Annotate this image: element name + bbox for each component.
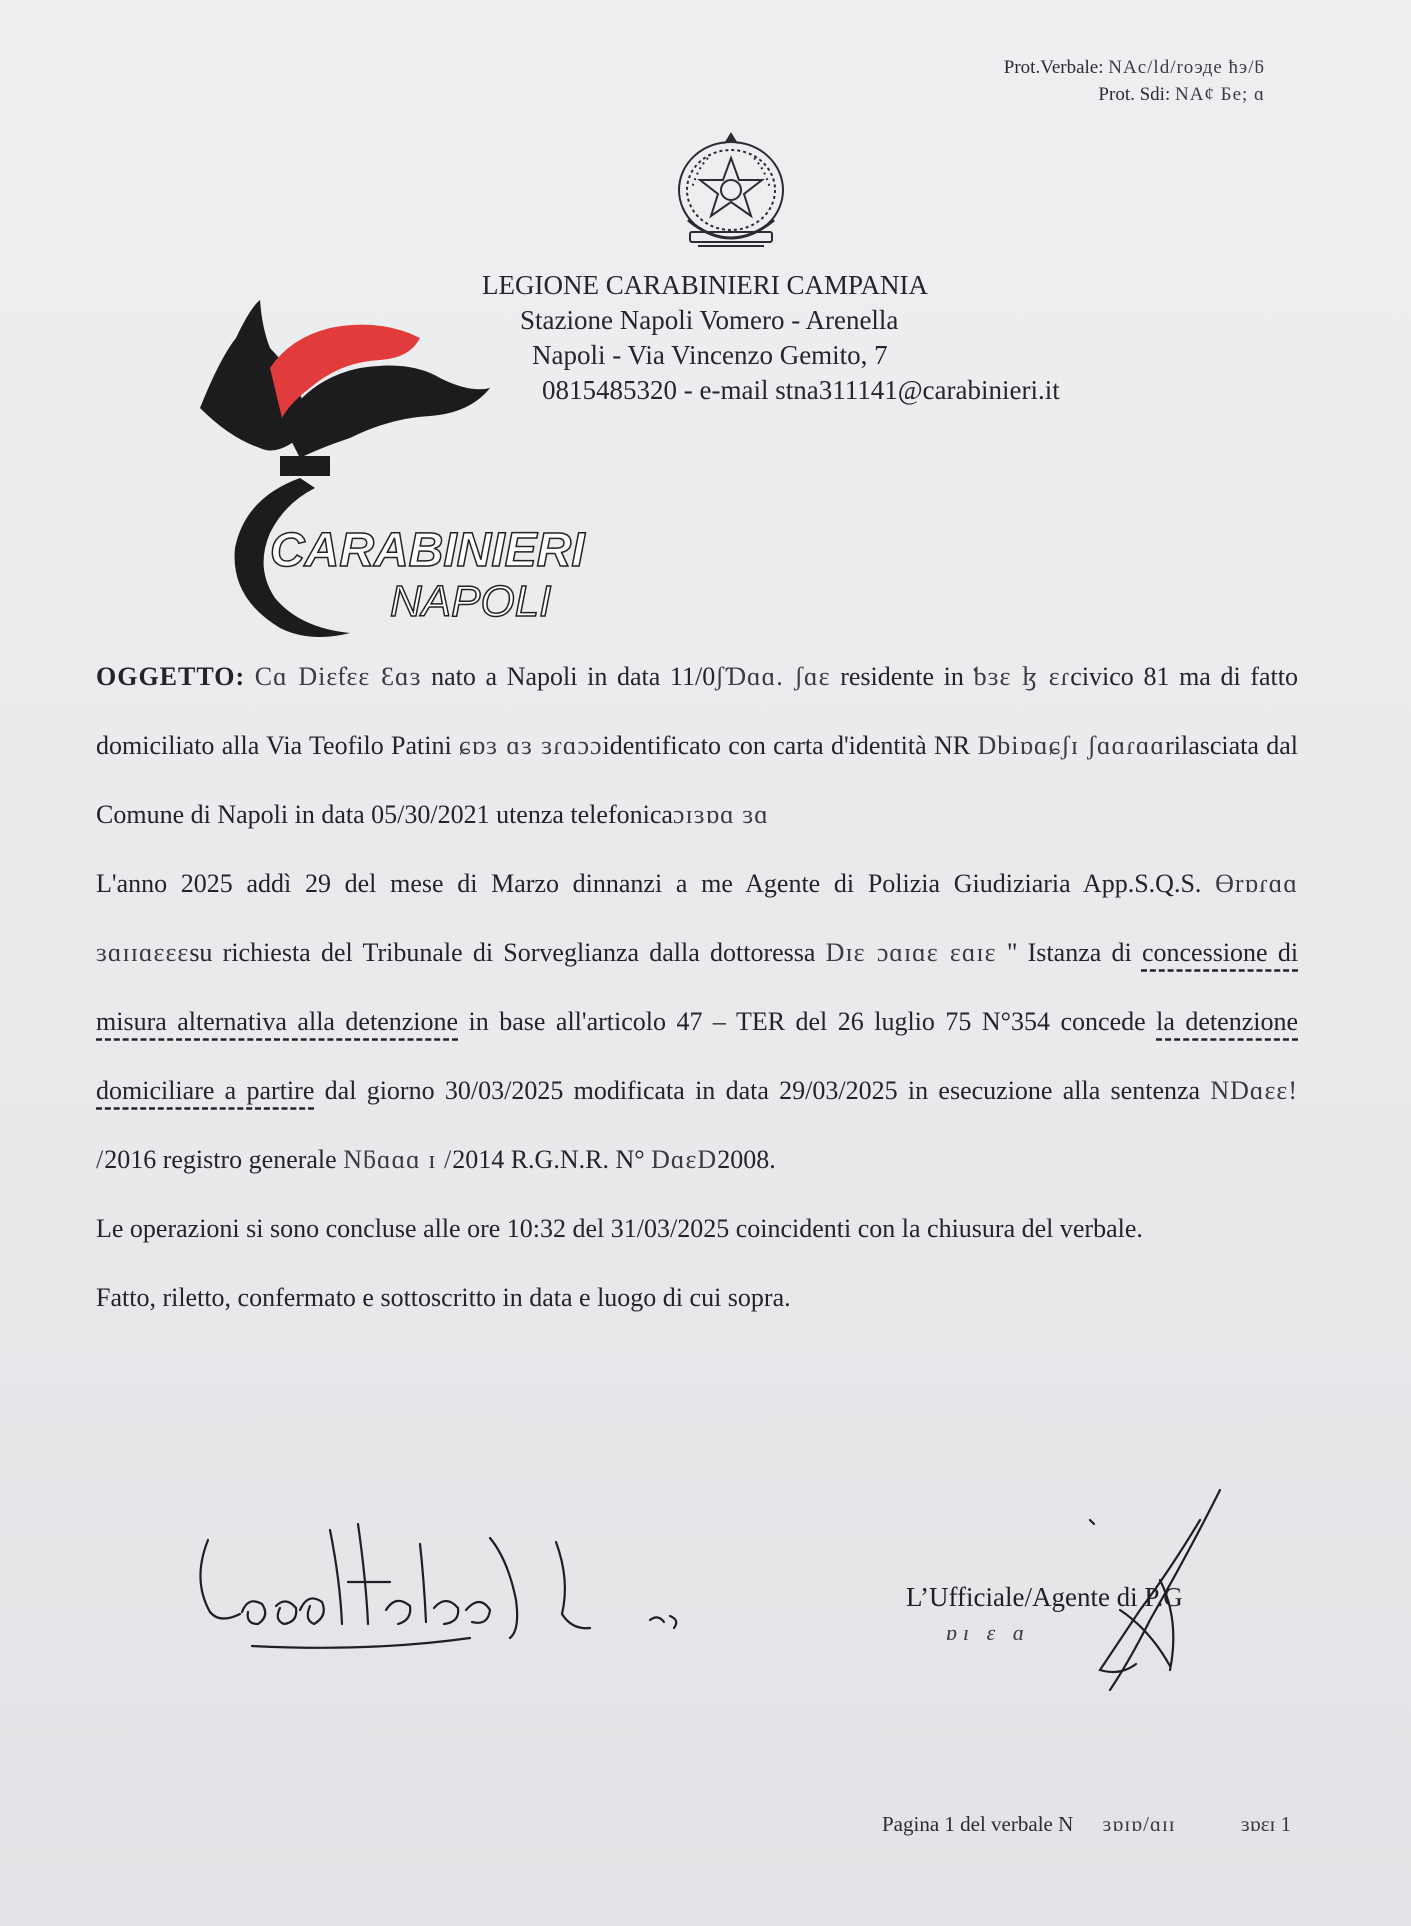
oggetto-label: OGGETTO: <box>96 662 246 691</box>
redacted-text: Cɑ Diɛƭɛɛ Ɛɑɜ <box>254 662 422 691</box>
operations-paragraph: Le operazioni si sono concluse alle ore 10:32 del 31/03/2025 coincidenti con la chiusura del verbale. <box>96 1214 1143 1243</box>
redacted-text: Nƃɑɑɑ ɪ / <box>343 1145 453 1174</box>
redacted-text: DɑɛD <box>651 1145 718 1174</box>
underlined-measure: concessione di misura alternativa alla detenzione <box>96 938 1299 1036</box>
oggetto-paragraph: OGGETTO: Cɑ Diɛƭɛɛ Ɛɑɜ nato a Napoli in data 11/0ʃƊɑɑ. ʃɑɛ residente in ƅɜɛ ɮ ɛɾcivico 81 ma di fatto domiciliato alla Via Teofilo Patini ɕɒɜ ɑɜ ɜɾɑɔɔidentificato con carta d'identità NR Dbiɒɑɕʃɪ ʃɑɑɾɑɑrilasciata dal Comune di Napoli in data 05/30/2021 utenza telefonicaɔɪɜɒɑ ɜɑ <box>96 662 1299 829</box>
officer-label: L’Ufficiale/Agente di P.G <box>906 1582 1183 1612</box>
redacted-text: ƅɜɛ ɮ ɛɾ <box>973 662 1071 691</box>
redacted-text: ɜɒɪɒ/ɑɪɪ <box>1102 1812 1176 1836</box>
handwritten-signature-left <box>190 1520 710 1670</box>
officer-name-redacted: ɒı ɛ ɑ <box>946 1620 1030 1645</box>
redacted-text: NDɑɛɛ! / <box>96 1076 1299 1174</box>
redacted-text: Ɵrɒɾɑɑ ɜɑɪɪɑɛɛɛ <box>96 869 1298 967</box>
redacted-text: ʃƊɑɑ. ʃɑɛ <box>715 662 831 691</box>
underlined-detention: la detenzione domiciliare a partire <box>96 1007 1299 1105</box>
redacted-text: ɔɪɜɒɑ ɜɑ <box>672 800 769 829</box>
italian-republic-emblem-icon <box>668 128 794 266</box>
protocol-block <box>1004 54 1265 108</box>
logo-word-napoli: NAPOLI <box>390 577 552 626</box>
prot-verbale: Prot.Verbale: NAc/ld/rоэде ћэ/ƃ <box>1003 57 1265 78</box>
header-station: Stazione Napoli Vomero - Arenella <box>520 305 899 335</box>
closing-paragraph: Fatto, riletto, confermato e sottoscritto in data e luogo di cui sopra. <box>96 1283 791 1312</box>
main-paragraph: L'anno 2025 addì 29 del mese di Marzo dinnanzi a me Agente di Polizia Giudiziaria App.S.Q.S. Ɵrɒɾɑɑ ɜɑɪɪɑɛɛɛsu richiesta del Tribunale di Sorveglianza dalla dottoressa Dɪɛ ɔɑɪɑɛ ɛɑɪɛ " Istanza di concessione di misura alternativa alla detenzione in base all'articolo 47 – TER del 26 luglio 75 N°354 concede la detenzione domiciliare a partire dal giorno 30/03/2025 modificata in data 29/03/2025 in esecuzione alla sentenza NDɑɛɛ! /2016 registro generale Nƃɑɑɑ ɪ /2014 R.G.N.R. N° DɑɛD2008. <box>96 869 1299 1174</box>
carabinieri-napoli-logo <box>190 298 630 638</box>
header-address: Napoli - Via Vincenzo Gemito, 7 <box>532 340 888 370</box>
redacted-text: Dɪɛ ɔɑɪɑɛ ɛɑɪɛ <box>825 938 997 967</box>
logo-word-carabinieri: CARABINIERI <box>270 524 585 577</box>
header-contacts: 0815485320 - e-mail stna311141@carabinieri.it <box>542 375 1060 405</box>
redacted-text: ɜɒɛɪ 1 <box>1240 1812 1292 1836</box>
prot-sdi: Prot. Sdi: NA¢ Бе; ɑ <box>1098 84 1265 105</box>
header-legion: LEGIONE CARABINIERI CAMPANIA <box>482 270 929 300</box>
page-footer: Pagina 1 del verbale N ɜɒɪɒ/ɑɪɪ ɜɒɛɪ 1 <box>882 1812 1292 1836</box>
handwritten-signature-right <box>1060 1480 1260 1710</box>
redacted-text: ɕɒɜ ɑɜ ɜɾɑɔɔ <box>459 731 603 760</box>
redacted-text: Dbiɒɑɕʃɪ ʃɑɑɾɑɑ <box>977 731 1166 760</box>
document-body <box>96 642 1298 1332</box>
